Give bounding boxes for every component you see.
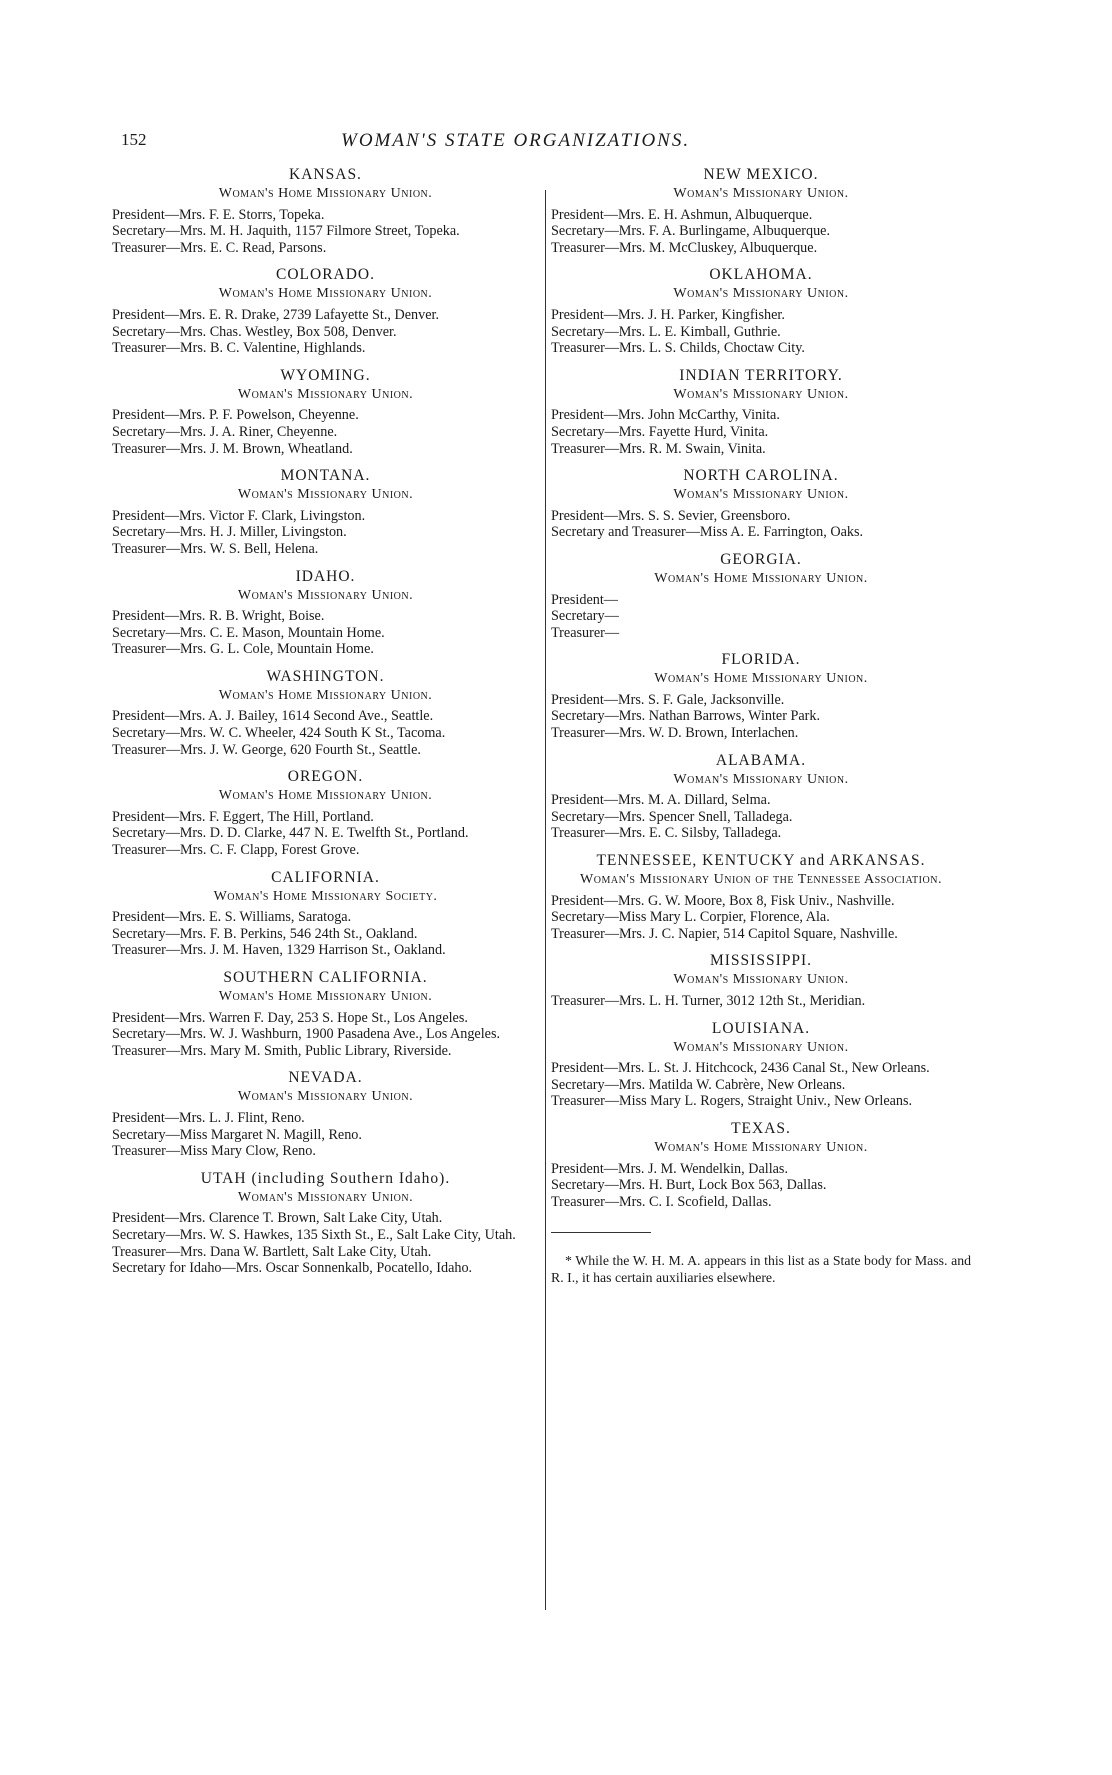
page-header [121, 130, 1001, 160]
officer-line: President—Mrs. M. A. Dillard, Selma. [551, 792, 771, 809]
officer-line: Secretary—Miss Mary L. Corpier, Florence, Ala. [551, 909, 830, 926]
state-heading: UTAH (including Southern Idaho). [200, 1169, 451, 1187]
state-heading: MONTANA. [280, 467, 371, 485]
state-heading: MISSISSIPPI. [709, 952, 813, 970]
organization-name: Woman's Missionary Union. [673, 186, 849, 201]
section-north-carolina [551, 467, 971, 541]
officer-line: Treasurer—Mrs. C. I. Scofield, Dallas. [551, 1193, 772, 1210]
officer-line: President—Mrs. F. E. Storrs, Topeka. [112, 206, 325, 223]
officer-line: President—Mrs. E. H. Ashmun, Albuquerque. [551, 206, 813, 223]
section-louisiana [551, 1020, 971, 1110]
officer-line: Treasurer—Mrs. L. H. Turner, 3012 12th St., Meridian. [551, 993, 866, 1009]
organization-name: Woman's Home Missionary Union. [218, 186, 433, 201]
officer-line: President—Mrs. E. S. Williams, Saratoga. [112, 909, 352, 926]
officer-line: Secretary—Mrs. J. A. Riner, Cheyenne. [112, 423, 338, 440]
state-heading: NEW MEXICO. [703, 166, 819, 183]
state-heading: WASHINGTON. [266, 667, 385, 685]
officer-line: Secretary—Mrs. Nathan Barrows, Winter Park. [551, 708, 821, 725]
state-heading: COLORADO. [276, 266, 375, 284]
section-utah-including-southern-idaho [112, 1170, 539, 1277]
officer-line: President—Mrs. R. B. Wright, Boise. [112, 608, 325, 625]
officer-line: Treasurer—Mrs. C. F. Clapp, Forest Grove. [112, 842, 360, 859]
officer-line: Treasurer—Mrs. W. S. Bell, Helena. [112, 540, 319, 557]
officer-line: Secretary—Mrs. C. E. Mason, Mountain Home. [112, 624, 385, 641]
officer-line: Secretary and Treasurer—Miss A. E. Farrington, Oaks. [551, 524, 864, 541]
footnote-rule [551, 1232, 651, 1233]
officer-line: President— [551, 591, 618, 608]
state-heading: OKLAHOMA. [709, 266, 813, 284]
state-heading: TENNESSEE, KENTUCKY and ARKANSAS. [596, 852, 926, 870]
officer-line: Secretary—Mrs. L. E. Kimball, Guthrie. [551, 323, 781, 340]
page-number: 152 [121, 130, 147, 149]
officer-line: Treasurer—Mrs. L. S. Childs, Choctaw City. [551, 340, 805, 357]
officer-line: President—Mrs. L. St. J. Hitchcock, 2436 Canal St., New Orleans. [551, 1060, 930, 1077]
officer-line: Treasurer—Mrs. Dana W. Bartlett, Salt Lake City, Utah. [112, 1243, 432, 1260]
organization-name: Woman's Missionary Union. [237, 487, 414, 503]
state-heading: NORTH CAROLINA. [683, 467, 839, 485]
left-column [112, 160, 539, 1287]
state-heading: ALABAMA. [715, 751, 807, 769]
section-mississippi [551, 952, 971, 1009]
section-tennessee-kentucky-and-arkansas [551, 852, 971, 942]
officer-line: Treasurer—Mrs. R. M. Swain, Vinita. [551, 440, 766, 457]
state-heading: SOUTHERN CALIFORNIA. [223, 969, 428, 986]
officer-line: President—Mrs. J. M. Wendelkin, Dallas. [551, 1160, 789, 1177]
organization-name: Woman's Missionary Union. [237, 386, 414, 402]
section-wyoming [112, 367, 539, 457]
organization-name: Woman's Missionary Union of the Tennessee Association. [580, 872, 942, 888]
section-california [112, 869, 539, 959]
officer-line: Treasurer—Miss Mary L. Rogers, Straight Univ., New Orleans. [551, 1093, 913, 1110]
section-kansas [112, 166, 539, 256]
footnote: * While the W. H. M. A. appears in this list as a State body for Mass. and R. I., it has certain auxiliaries elsewhere. [551, 1253, 971, 1285]
organization-name: Woman's Home Missionary Union. [654, 671, 868, 687]
organization-name: Woman's Missionary Union. [673, 1039, 849, 1055]
officer-line: Treasurer—Mrs. B. C. Valentine, Highlands. [112, 340, 366, 357]
officer-line: President—Mrs. G. W. Moore, Box 8, Fisk Univ., Nashville. [551, 892, 895, 909]
officer-line: Secretary—Mrs. Matilda W. Cabrère, New Orleans. [551, 1076, 846, 1093]
officer-line: Treasurer—Mrs. E. C. Silsby, Talladega. [551, 825, 782, 842]
officer-line: President—Mrs. A. J. Bailey, 1614 Second Ave., Seattle. [112, 708, 434, 725]
officer-line: Secretary—Mrs. Fayette Hurd, Vinita. [551, 423, 769, 440]
state-heading: NEVADA. [288, 1069, 363, 1087]
organization-name: Woman's Home Missionary Union. [218, 788, 433, 804]
organization-name: Woman's Missionary Union. [237, 1089, 414, 1105]
officer-line: Secretary—Mrs. W. S. Hawkes, 135 Sixth St., E., Salt Lake City, Utah. [112, 1226, 516, 1243]
state-heading: INDIAN TERRITORY. [679, 366, 843, 384]
section-nevada [112, 1069, 539, 1159]
state-heading: FLORIDA. [721, 651, 801, 669]
organization-name: Woman's Home Missionary Union. [654, 570, 868, 586]
organization-name: Woman's Missionary Union. [673, 487, 849, 503]
right-column-sections [551, 166, 971, 1210]
state-heading: CALIFORNIA. [271, 868, 380, 886]
state-heading: TEXAS. [731, 1119, 791, 1137]
officer-line: President—Mrs. S. S. Sevier, Greensboro. [551, 507, 791, 524]
officer-line: President—Mrs. E. R. Drake, 2739 Lafayette St., Denver. [112, 306, 440, 323]
state-heading: WYOMING. [280, 366, 371, 384]
organization-name: Woman's Home Missionary Union. [218, 687, 433, 703]
organization-name: Woman's Home Missionary Union. [654, 1139, 868, 1155]
officer-line: Secretary for Idaho—Mrs. Oscar Sonnenkalb, Pocatello, Idaho. [112, 1260, 473, 1277]
officer-line: Treasurer—Mrs. Mary M. Smith, Public Library, Riverside. [112, 1042, 452, 1059]
officer-line: President—Mrs. Clarence T. Brown, Salt Lake City, Utah. [112, 1210, 443, 1227]
officer-line: President—Mrs. L. J. Flint, Reno. [112, 1109, 305, 1126]
officer-line: President—Mrs. F. Eggert, The Hill, Portland. [112, 808, 374, 825]
officer-line: Treasurer—Mrs. M. McCluskey, Albuquerque. [551, 239, 818, 256]
state-heading: IDAHO. [295, 567, 356, 585]
officer-line: Secretary—Mrs. D. D. Clarke, 447 N. E. Twelfth St., Portland. [112, 825, 469, 842]
officer-line: Secretary—Mrs. Spencer Snell, Talladega. [551, 808, 793, 825]
state-heading: KANSAS. [289, 166, 362, 183]
officer-line: Treasurer—Mrs. E. C. Read, Parsons. [112, 239, 327, 256]
officer-line: Secretary—Mrs. M. H. Jaquith, 1157 Filmore Street, Topeka. [112, 223, 460, 240]
section-montana [112, 467, 539, 557]
officer-line: Secretary—Mrs. W. C. Wheeler, 424 South K St., Tacoma. [112, 725, 446, 742]
section-idaho [112, 568, 539, 658]
organization-name: Woman's Missionary Union. [673, 286, 849, 302]
section-washington [112, 668, 539, 758]
organization-name: Woman's Missionary Union. [673, 972, 849, 988]
officer-line: President—Mrs. John McCarthy, Vinita. [551, 407, 780, 424]
section-new-mexico [551, 166, 971, 256]
running-title: WOMAN'S STATE ORGANIZATIONS. [341, 130, 691, 151]
officer-line: Treasurer—Mrs. J. W. George, 620 Fourth St., Seattle. [112, 741, 421, 758]
column-divider [545, 190, 546, 1610]
officer-line: Treasurer—Mrs. J. M. Brown, Wheatland. [112, 440, 353, 457]
officer-line: Secretary—Mrs. F. B. Perkins, 546 24th St., Oakland. [112, 925, 418, 942]
section-indian-territory [551, 367, 971, 457]
organization-name: Woman's Missionary Union. [673, 771, 849, 787]
section-florida [551, 651, 971, 741]
organization-name: Woman's Home Missionary Society. [213, 888, 438, 904]
officer-line: Treasurer— [551, 624, 620, 641]
officer-line: President—Mrs. Warren F. Day, 253 S. Hope St., Los Angeles. [112, 1009, 468, 1026]
officer-line: President—Mrs. Victor F. Clark, Livingston. [112, 507, 366, 524]
officer-line: Secretary—Mrs. W. J. Washburn, 1900 Pasadena Ave., Los Angeles. [112, 1026, 501, 1043]
section-colorado [112, 266, 539, 356]
officer-line: President—Mrs. J. H. Parker, Kingfisher. [551, 306, 785, 323]
state-heading: LOUISIANA. [711, 1019, 811, 1037]
section-texas [551, 1120, 971, 1210]
officer-line: Treasurer—Mrs. J. C. Napier, 514 Capitol Square, Nashville. [551, 925, 898, 942]
officer-line: President—Mrs. P. F. Powelson, Cheyenne. [112, 407, 359, 424]
officer-line: Treasurer—Mrs. G. L. Cole, Mountain Home. [112, 641, 374, 658]
officer-line: Secretary—Mrs. H. J. Miller, Livingston. [112, 524, 347, 541]
organization-name: Woman's Missionary Union. [673, 386, 849, 402]
officer-line: President—Mrs. S. F. Gale, Jacksonville. [551, 691, 785, 708]
officer-line: Secretary—Mrs. H. Burt, Lock Box 563, Dallas. [551, 1177, 827, 1194]
officer-line: Treasurer—Miss Mary Clow, Reno. [112, 1143, 316, 1160]
state-heading: OREGON. [287, 768, 364, 786]
section-georgia [551, 551, 971, 641]
officer-line: Treasurer—Mrs. W. D. Brown, Interlachen. [551, 725, 799, 742]
organization-name: Woman's Missionary Union. [237, 587, 414, 603]
organization-name: Woman's Home Missionary Union. [218, 286, 433, 302]
section-oregon [112, 768, 539, 858]
officer-line: Treasurer—Mrs. J. M. Haven, 1329 Harrison St., Oakland. [112, 942, 446, 959]
state-heading: GEORGIA. [720, 550, 802, 568]
organization-name: Woman's Home Missionary Union. [218, 989, 433, 1004]
organization-name: Woman's Missionary Union. [237, 1189, 414, 1205]
section-southern-california [112, 969, 539, 1059]
right-column [551, 160, 971, 1300]
officer-line: Secretary—Mrs. F. A. Burlingame, Albuquerque. [551, 223, 831, 240]
section-oklahoma [551, 266, 971, 356]
officer-line: Secretary—Miss Margaret N. Magill, Reno. [112, 1126, 362, 1143]
officer-line: Secretary—Mrs. Chas. Westley, Box 508, Denver. [112, 323, 397, 340]
officer-line: Secretary— [551, 608, 619, 625]
section-alabama [551, 752, 971, 842]
